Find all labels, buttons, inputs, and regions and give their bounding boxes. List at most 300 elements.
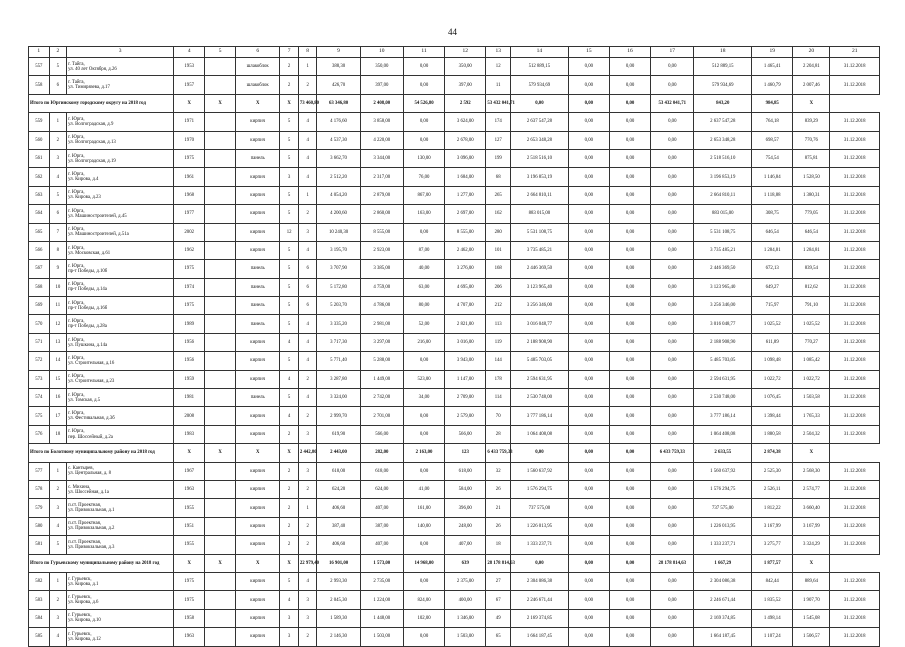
table-cell: 1974 [174,278,205,296]
table-cell: 4 176,60 [317,113,360,131]
table-cell: 1 448,00 [360,609,403,627]
table-cell: 1975 [174,297,205,315]
table-cell: 0,00 [568,260,609,278]
subtotal-cell: 0,00 [568,554,609,572]
table-cell: 1 545,08 [793,609,830,627]
table-cell [205,131,236,149]
table-cell: 2 [280,462,299,480]
table-cell: 0,00 [651,499,694,517]
table-cell: 2 [280,536,299,554]
table-cell: 1 277,00 [445,186,486,204]
table-cell: 387,00 [360,517,403,535]
address-cell: г. Юрга, пр-т Победы, д.14а [67,278,174,296]
column-number-7: 7 [280,47,299,58]
table-cell: 144 [486,352,511,370]
table-cell: 3 735 485,21 [694,241,752,259]
table-cell: 1 449,00 [360,370,403,388]
table-cell: 2 146,30 [317,628,360,646]
table-cell: 0,00 [568,352,609,370]
subtotal-cell: 0,00 [568,94,609,112]
table-cell: 0,00 [568,609,609,627]
table-cell: 49 [486,609,511,627]
table-cell: 791,10 [793,297,830,315]
table-cell: 875,81 [793,149,830,167]
table-cell: 0,00 [609,628,650,646]
table-cell: 0,00 [568,370,609,388]
table-cell: 579 934,69 [694,76,752,94]
table-cell: 4 [298,389,317,407]
table-cell: 2 860,00 [360,205,403,223]
column-number-1: 1 [29,47,50,58]
table-cell: 216,00 [403,333,444,351]
table-cell: 0,00 [403,407,444,425]
table-cell: 3 717,30 [317,333,360,351]
table-cell: 0,00 [403,58,444,76]
table-cell: кирпич [236,370,280,388]
table-cell: 1 [49,462,67,480]
table-cell: 3 256 346,00 [511,297,569,315]
table-cell: 0,00 [651,315,694,333]
table-cell: 0,00 [609,609,650,627]
table-cell: 199 [486,149,511,167]
table-cell: 0,00 [403,352,444,370]
table-cell [205,241,236,259]
table-cell: 0,00 [651,58,694,76]
table-cell: 1 506,57 [793,628,830,646]
table-cell: 4 [298,572,317,590]
table-cell: 1956 [174,352,205,370]
table-cell [205,499,236,517]
table-cell: 1 560 637,92 [511,462,569,480]
table-cell: 1983 [174,425,205,443]
address-cell: с. Кантырев, ул. Центральная, д. 8 [67,462,174,480]
table-cell [205,591,236,609]
subtotal-title: Итого по Болотному муниципальному району на 2018 год [29,444,174,462]
table-cell: 0,00 [609,241,650,259]
table-cell: 5 [280,113,299,131]
table-cell: 3 195,70 [317,241,360,259]
table-cell: 31.12.2018 [830,76,880,94]
table-cell: 5 [280,278,299,296]
table-cell [205,333,236,351]
table-cell: 646,54 [793,223,830,241]
table-cell: 212 [486,297,511,315]
table-cell: 1 503,00 [360,628,403,646]
table-cell: 2 735,00 [360,572,403,590]
table-cell: 1 [298,186,317,204]
table-cell: 1956 [174,333,205,351]
table-cell: 0,00 [651,149,694,167]
table-cell: кирпич [236,609,280,627]
table-cell: 161,00 [403,499,444,517]
table-row [29,297,880,315]
table-cell: 2 [298,205,317,223]
table-row [29,407,880,425]
table-cell: 2 [298,517,317,535]
table-cell: 31.12.2018 [830,315,880,333]
table-cell: 0,00 [403,536,444,554]
table-cell: 3 [298,609,317,627]
table-cell: 2 [298,536,317,554]
table-cell: 2002 [174,223,205,241]
table-cell: 0,00 [651,591,694,609]
table-cell: 0,00 [651,407,694,425]
table-cell: 0,00 [609,462,650,480]
table-cell: 1 684,00 [445,168,486,186]
table-cell: 1 380,31 [793,186,830,204]
table-cell: 2 653 348,28 [511,131,569,149]
table-cell: 0,00 [651,370,694,388]
table-cell: 1 085,42 [793,352,830,370]
table-cell: 2 999,70 [317,407,360,425]
table-cell: 17 [49,407,67,425]
column-number-11: 11 [403,47,444,58]
table-cell: 3 [280,609,299,627]
table-cell: 76,00 [403,168,444,186]
column-number-6: 6 [236,47,280,58]
table-cell: 2 568,30 [793,462,830,480]
table-cell: 764,18 [752,113,793,131]
table-cell: 3 123 965,40 [511,278,569,296]
table-cell: 0,00 [609,223,650,241]
table-cell: 206 [486,278,511,296]
table-cell: 4 [280,407,299,425]
table-cell: 0,00 [651,462,694,480]
table-cell: 2 317,00 [360,168,403,186]
table-cell: 0,00 [609,315,650,333]
table-cell: 1 226 013,95 [511,517,569,535]
column-number-14: 14 [511,47,569,58]
table-cell: 560 [29,131,50,149]
table-cell: 2 653 348,28 [694,131,752,149]
table-cell: 0,00 [651,131,694,149]
table-cell: 1 107,24 [752,628,793,646]
table-row [29,205,880,223]
table-cell: 0,00 [568,425,609,443]
table-cell: 8 [49,241,67,259]
address-cell: г. Юрга, ул. Волгоградская, д.13 [67,131,174,149]
table-cell: 1 560 637,92 [694,462,752,480]
address-cell: г. Тайга, ул. Тимирязева, д.17 [67,76,174,94]
table-cell: 0,00 [651,186,694,204]
table-cell: 573 [29,370,50,388]
table-cell: 280 [486,223,511,241]
table-cell: 31.12.2018 [830,58,880,76]
table-cell: 6 [298,278,317,296]
table-cell: 2 [298,370,317,388]
table-cell: панель [236,389,280,407]
table-cell: 0,00 [651,113,694,131]
table-cell: панель [236,278,280,296]
table-cell: 5 [280,131,299,149]
table-cell: 1 064 408,08 [511,425,569,443]
table-cell: 1 880,58 [752,425,793,443]
table-cell: 1970 [174,131,205,149]
table-cell: 4 [298,352,317,370]
table-cell: 1963 [174,480,205,498]
table-cell: 31.12.2018 [830,223,880,241]
table-cell [205,370,236,388]
table-cell: 4 054,20 [317,186,360,204]
table-cell [205,389,236,407]
table-cell: 1 146,84 [752,168,793,186]
table-cell: 2 [298,628,317,646]
table-cell: 13 [49,333,67,351]
table-cell: 2 993,30 [317,572,360,590]
table-cell: 5 [280,149,299,167]
table-cell: 4 707,00 [445,297,486,315]
table-cell: 566,00 [360,425,403,443]
table-cell: кирпич [236,628,280,646]
column-number-5: 5 [205,47,236,58]
subtotal-row [29,554,880,572]
table-cell: 11 [49,297,67,315]
table-cell: 3 096,00 [445,149,486,167]
table-cell: 31.12.2018 [830,572,880,590]
table-row [29,499,880,517]
address-cell: г. Юрга, ул. Машиностроителей, д.45 [67,205,174,223]
page-number: 44 [448,27,457,37]
table-row [29,333,880,351]
table-cell: 3 [298,462,317,480]
table-cell: 3 [280,168,299,186]
table-cell: 4 [298,131,317,149]
table-cell: 842,44 [752,572,793,590]
table-cell: 770,27 [793,333,830,351]
table-cell: 34,00 [403,389,444,407]
table-cell: 2 697,00 [445,205,486,223]
table-cell: 5 771,40 [317,352,360,370]
column-number-21: 21 [830,47,880,58]
table-cell: 0,00 [403,76,444,94]
table-cell: 2 188 908,90 [511,333,569,351]
subtotal-cell: 0,00 [568,444,609,462]
table-cell: 0,00 [609,572,650,590]
table-cell: 1 907,70 [793,591,830,609]
table-cell: 889,64 [793,572,830,590]
table-cell: 162 [486,205,511,223]
table-cell: 0,00 [651,278,694,296]
column-number-13: 13 [486,47,511,58]
table-cell: 2 169 374,85 [511,609,569,627]
table-cell: 2 246 671,44 [694,591,752,609]
table-cell: 624,20 [317,480,360,498]
table-row [29,168,880,186]
table-cell: 31.12.2018 [830,407,880,425]
table-cell: кирпич [236,536,280,554]
table-cell: 2 [298,480,317,498]
table-cell: 0,00 [609,536,650,554]
subtotal-cell: 984,85 [752,94,793,112]
table-cell: 1975 [174,591,205,609]
table-cell: 0,00 [403,131,444,149]
table-cell: шлакоблок [236,58,280,76]
column-number-2: 2 [49,47,67,58]
table-cell: 3 [298,425,317,443]
table-cell: 387,40 [317,517,360,535]
table-cell: 1 [49,113,67,131]
table-cell: кирпич [236,407,280,425]
table-cell: 3 287,80 [317,370,360,388]
subtotal-cell: X [174,554,205,572]
table-cell: 26 [486,480,511,498]
table-cell: кирпич [236,591,280,609]
table-cell: 2 678,00 [445,131,486,149]
table-cell: 1 664 187,45 [511,628,569,646]
table-cell: 1 576 294,75 [694,480,752,498]
table-cell: 585 [29,628,50,646]
table-cell: 350,00 [445,58,486,76]
table-cell: 3 707,90 [317,260,360,278]
table-cell: 5 [49,186,67,204]
table-cell: 0,00 [568,628,609,646]
table-cell: 407,00 [445,536,486,554]
table-cell: 265 [486,186,511,204]
table-cell: 0,00 [568,278,609,296]
table-cell: 0,00 [568,462,609,480]
column-number-20: 20 [793,47,830,58]
subtotal-cell: X [174,94,205,112]
table-cell: 1 498,14 [752,609,793,627]
table-cell: 65 [486,628,511,646]
table-cell: 5 [49,58,67,76]
table-cell: 31.12.2018 [830,149,880,167]
address-cell: г. Юрга, ул. Строительная, д.16 [67,352,174,370]
table-cell: 5 531 108,75 [511,223,569,241]
table-cell: 2 742,00 [360,389,403,407]
subtotal-cell: 54 526,80 [403,94,444,112]
table-cell: 2 594 631,95 [511,370,569,388]
table-cell [205,407,236,425]
table-cell: 7 [49,223,67,241]
address-cell: п.ст. Проектная, ул. Привокзальная, д.3 [67,536,174,554]
table-cell [205,536,236,554]
table-cell: 1 528,50 [793,168,830,186]
table-cell: 0,00 [568,76,609,94]
table-cell: 0,00 [568,205,609,223]
column-number-3: 3 [67,47,174,58]
table-cell [205,480,236,498]
table-cell: 584 [29,609,50,627]
table-cell: 388,30 [317,58,360,76]
table-cell: 580 [29,517,50,535]
address-cell: п.ст. Проектная, ул. Привокзальная, д.2 [67,517,174,535]
table-cell [205,425,236,443]
table-cell: 523,00 [403,370,444,388]
table-cell: 0,00 [609,260,650,278]
table-cell: 1 076,45 [752,389,793,407]
table-cell: 2 504,32 [793,425,830,443]
table-cell: 4 [280,370,299,388]
table-cell: 63,00 [403,278,444,296]
table-cell: 26 [486,517,511,535]
table-row [29,186,880,204]
table-cell: 619,90 [317,425,360,443]
table-cell: 31.12.2018 [830,425,880,443]
table-cell: 4 [298,333,317,351]
table-cell: 1 284,81 [752,241,793,259]
table-row [29,315,880,333]
table-cell: 1 022,72 [752,370,793,388]
column-number-header [29,47,880,58]
table-cell [205,517,236,535]
address-cell: г. Юрга, пр-т Победы, д.28а [67,315,174,333]
table-cell: кирпич [236,186,280,204]
table-cell: 2 [280,58,299,76]
table-cell: 0,00 [568,536,609,554]
table-cell: 579 [29,499,50,517]
subtotal-cell: X [280,444,299,462]
subtotal-cell: 2 633,55 [694,444,752,462]
table-cell: 1967 [174,462,205,480]
table-cell: 119 [486,333,511,351]
table-cell: 1989 [174,315,205,333]
table-cell [205,76,236,94]
table-cell: 8 555,00 [360,223,403,241]
table-cell: панель [236,260,280,278]
table-cell: 407,00 [360,499,403,517]
table-cell: 0,00 [568,186,609,204]
table-cell: 2 664 810,11 [511,186,569,204]
table-cell [205,628,236,646]
table-cell: 52,00 [403,315,444,333]
table-cell: 31.12.2018 [830,168,880,186]
table-cell: 308,75 [752,205,793,223]
table-cell: 4 537,30 [317,131,360,149]
subtotal-cell: 2 874,38 [752,444,793,462]
table-cell: 0,00 [651,241,694,259]
table-cell: 4 759,00 [360,278,403,296]
table-cell: 140,00 [403,517,444,535]
table-row [29,609,880,627]
table-cell: 5 [280,315,299,333]
table-cell: 18 [49,425,67,443]
table-cell: 15 [49,370,67,388]
table-cell: 2 981,00 [360,315,403,333]
table-cell: 5 485 703,05 [694,352,752,370]
table-cell: 2 [298,76,317,94]
table-cell [205,315,236,333]
table-cell: 5 [49,536,67,554]
table-cell: 18 [486,536,511,554]
table-cell: 2 579,00 [445,407,486,425]
address-cell: г. Юрга, пер. Шоссейный, д.2а [67,425,174,443]
table-cell: 0,00 [651,572,694,590]
table-cell: 1 022,72 [793,370,830,388]
table-cell: 1 [298,499,317,517]
table-cell: кирпич [236,168,280,186]
address-cell: г. Гурьевск, ул. Кирова, д.10 [67,609,174,627]
table-cell: 1 812,22 [752,499,793,517]
table-cell: 1 [49,572,67,590]
table-cell: 0,00 [609,205,650,223]
table-cell: 27 [486,572,511,590]
table-cell: 6 [49,76,67,94]
table-cell: 3 344,00 [360,149,403,167]
table-cell: 31.12.2018 [830,297,880,315]
subtotal-cell: X [280,554,299,572]
column-number-12: 12 [445,47,486,58]
table-cell: 2 530 748,00 [694,389,752,407]
table-cell: 4 200,60 [317,205,360,223]
table-cell: 566 [29,241,50,259]
table-cell: 2 518 516,10 [511,149,569,167]
table-row [29,389,880,407]
table-cell: 4 [298,168,317,186]
table-row [29,131,880,149]
subtotal-cell: 639 [445,554,486,572]
table-cell: 10 240,30 [317,223,360,241]
